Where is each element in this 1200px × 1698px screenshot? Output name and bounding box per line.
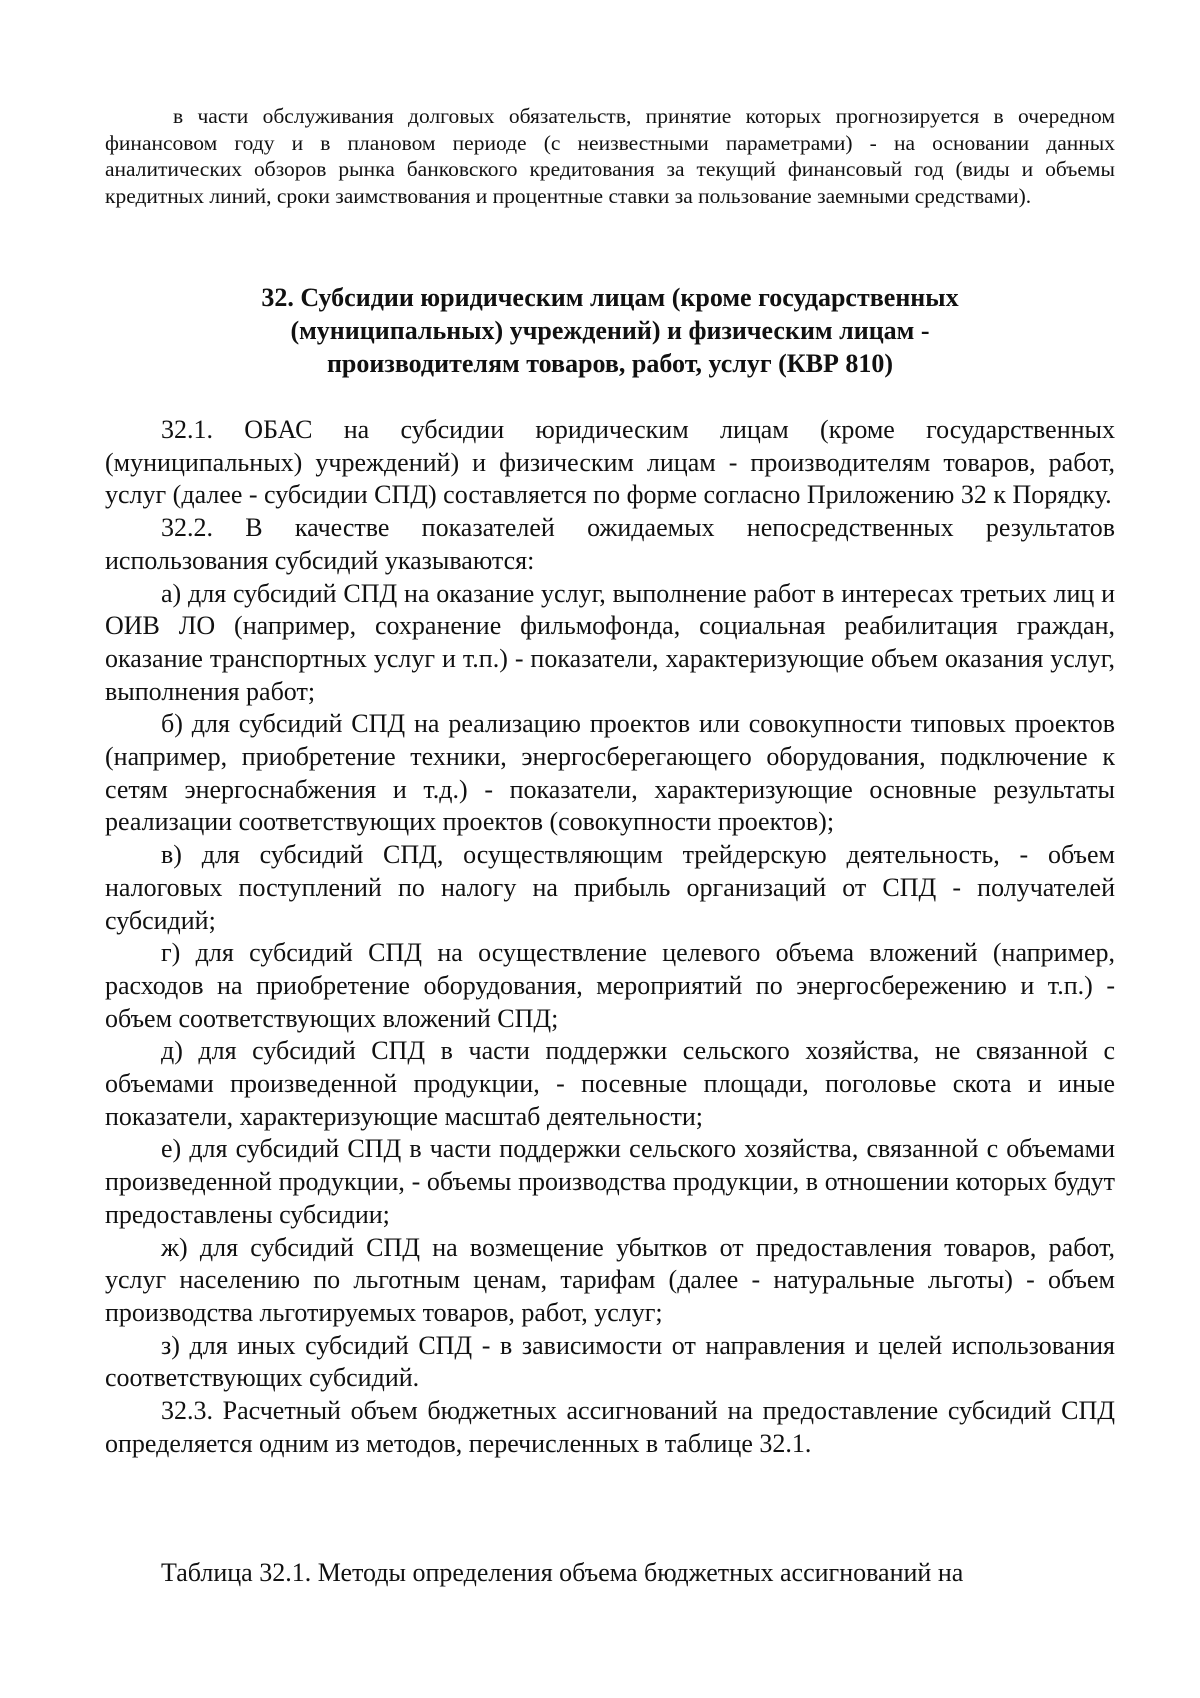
list-item-d: д) для субсидий СПД в части поддержки сельского хозяйства, не связанной с объемами произведенной продукции, - посевные площади, поголовье скота и иные показатели, характеризующие масштаб деятельности; [105,1036,1115,1131]
table-caption: Таблица 32.1. Методы определения объема бюджетных ассигнований на [161,1558,964,1587]
paragraph-32-1: 32.1. ОБАС на субсидии юридическим лицам (кроме государственных (муниципальных) учреждений) и физическим лицам - производителям товаров, работ, услуг (далее - субсидии СПД) составляется по форме согласно Приложению 32 к Порядку. [105,415,1115,510]
paragraph-32-3: 32.3. Расчетный объем бюджетных ассигнований на предоставление субсидий СПД определяется одним из методов, перечисленных в таблице 32.1. [105,1396,1115,1458]
section-heading-line: 32. Субсидии юридическим лицам (кроме государственных [261,283,959,312]
list-item-zh: ж) для субсидий СПД на возмещение убытков от предоставления товаров, работ, услуг населению по льготным ценам, тарифам (далее - натуральные льготы) - объем производства льготируемых товаров, работ, услуг; [105,1232,1115,1327]
list-item-a: а) для субсидий СПД на оказание услуг, выполнение работ в интересах третьих лиц и ОИВ ЛО (например, сохранение фильмофонда, социальная реабилитация граждан, оказание транспортных услуг и т.п.) - показатели, характеризующие объем оказания услуг, выполнения работ; [105,578,1115,706]
section-heading-line: (муниципальных) учреждений) и физическим лицам - [290,316,930,345]
list-item-z: з) для иных субсидий СПД - в зависимости от направления и целей использования соответствующих субсидий. [105,1330,1115,1393]
paragraph-32-2: 32.2. В качестве показателей ожидаемых непосредственных результатов использования субсидий указываются: [105,513,1115,575]
intro-paragraph: в части обслуживания долговых обязательств, принятие которых прогнозируется в очередном финансовом году и в плановом периоде (с неизвестными параметрами) - на основании данных аналитических обзоров рынка банковского кредитования за текущий финансовый год (виды и объемы кредитных линий, сроки заимствования и процентные ставки за пользование заемными средствами). [105,104,1115,208]
section-heading-line: производителям товаров, работ, услуг (КВР 810) [326,349,894,378]
list-item-b: б) для субсидий СПД на реализацию проектов или совокупности типовых проектов (например, приобретение техники, энергосберегающего оборудования, подключение к сетям энергоснабжения и т.д.) - показатели, характеризующие основные результаты реализации соответствующих проектов (совокупности проектов); [105,709,1115,837]
section-heading [105,281,1115,380]
list-item-e: е) для субсидий СПД в части поддержки сельского хозяйства, связанной с объемами произведенной продукции, - объемы производства продукции, в отношении которых будут предоставлены субсидии; [105,1134,1115,1229]
list-item-g: г) для субсидий СПД на осуществление целевого объема вложений (например, расходов на приобретение оборудования, мероприятий по энергосбережению и т.п.) - объем соответствующих вложений СПД; [105,938,1115,1033]
list-item-v: в) для субсидий СПД, осуществляющим трейдерскую деятельность, - объем налоговых поступлений по налогу на прибыль организаций от СПД - получателей субсидий; [105,840,1115,935]
section-body [105,414,1115,1461]
